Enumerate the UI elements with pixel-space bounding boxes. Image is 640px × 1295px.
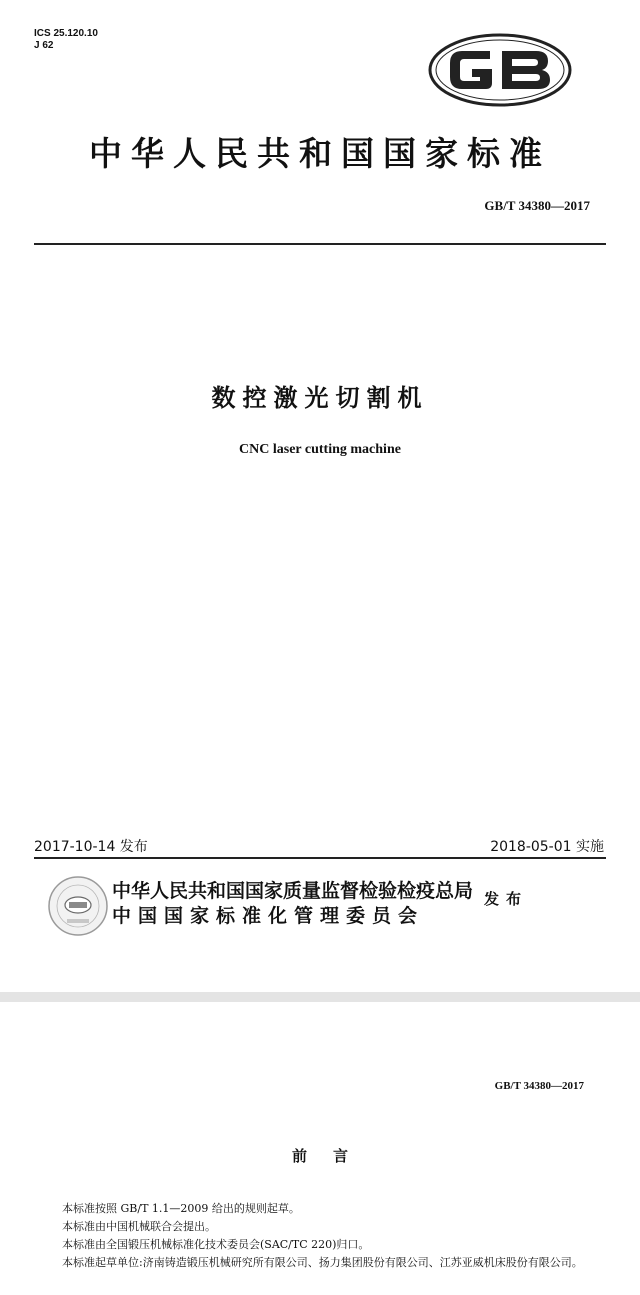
issuer-aqsiq: 中华人民共和国国家质量监督检验检疫总局 (112, 880, 474, 902)
implementation-date: 2018-05-01 实施 (490, 839, 604, 855)
footer-divider (34, 857, 606, 859)
foreword-paragraph: 本标准起草单位:济南铸造锻压机械研究所有限公司、扬力集团股份有限公司、江苏亚威机床股份有限公司。 (62, 1256, 583, 1269)
page-standard-number: GB/T 34380—2017 (494, 1080, 584, 1092)
gb-logo-icon (428, 33, 572, 107)
foreword-paragraph: 本标准由全国锻压机械标准化技术委员会(SAC/TC 220)归口。 (62, 1238, 370, 1251)
classification-codes (34, 28, 98, 52)
anti-counterfeit-seal-icon (47, 875, 109, 937)
foreword-paragraph: 本标准按照 GB/T 1.1—2009 给出的规则起草。 (62, 1202, 300, 1215)
ccs-code: J 62 (34, 40, 54, 51)
header-divider (34, 243, 606, 245)
issuer-sac: 中国国家标准化管理委员会 (112, 905, 425, 927)
standard-title-en: CNC laser cutting machine (239, 442, 401, 457)
foreword-heading: 前言 (291, 1147, 374, 1165)
standard-number: GB/T 34380—2017 (484, 198, 590, 213)
publish-label: 发布 (484, 890, 529, 908)
issue-date: 2017-10-14 发布 (34, 839, 148, 855)
page-separator (0, 992, 640, 1002)
standard-title-cn: 数控激光切割机 (211, 384, 429, 412)
national-standard-title: 中华人民共和国国家标准 (89, 134, 551, 173)
foreword-paragraph: 本标准由中国机械联合会提出。 (62, 1220, 216, 1233)
ics-code: ICS 25.120.10 (34, 28, 98, 39)
